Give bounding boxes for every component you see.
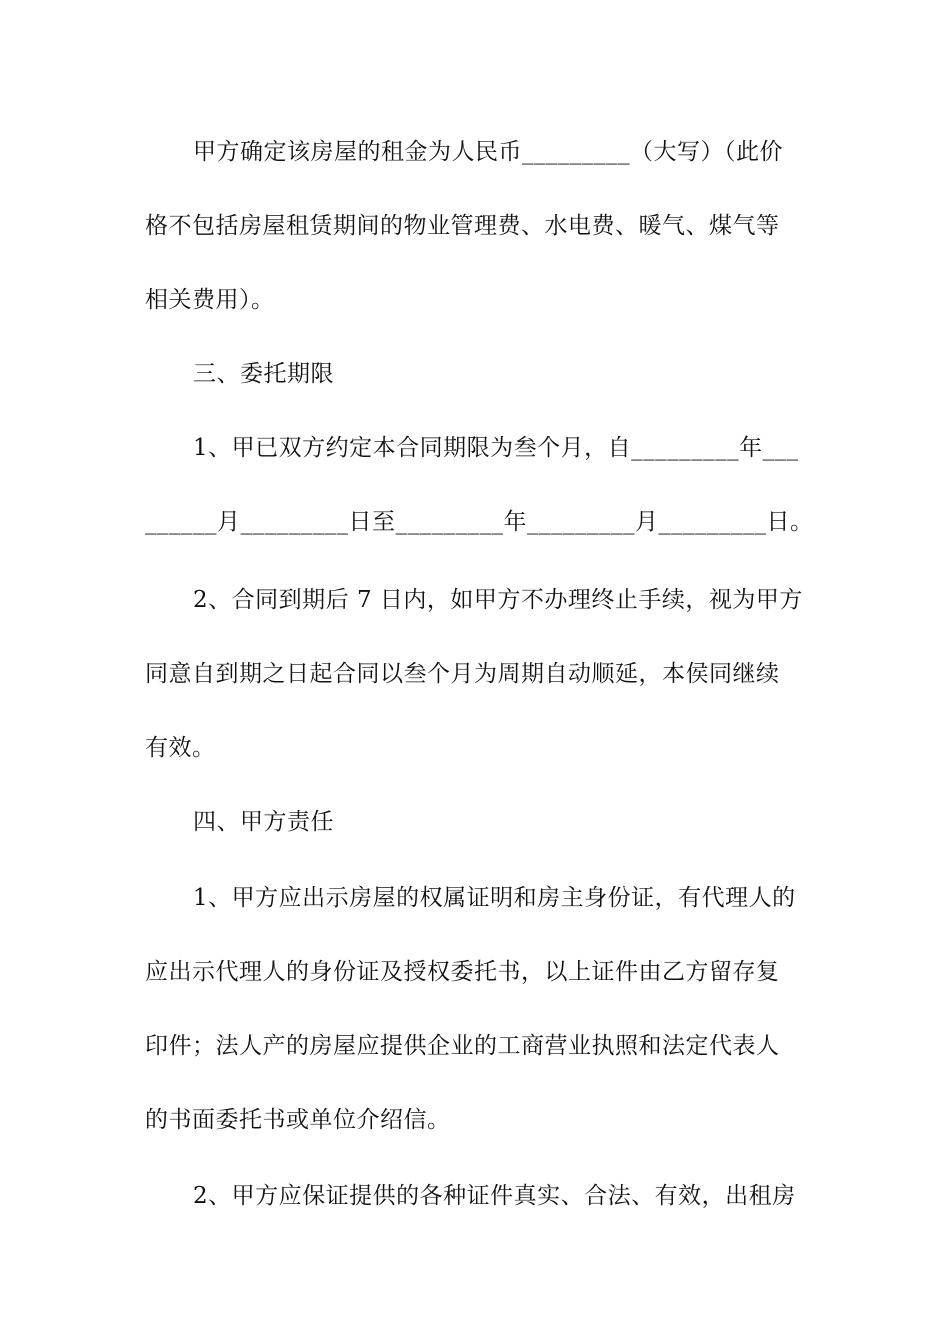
clause-duties-1-line-2: 应出示代理人的身份证及授权委托书，以上证件由乙方留存复 xyxy=(145,959,780,985)
clause-duties-1-line-1: 1、甲方应出示房屋的权属证明和房主身份证，有代理人的 xyxy=(193,885,796,911)
clause-term-2-line-1: 2、合同到期后 7 日内，如甲方不办理终止手续，视为甲方 xyxy=(193,587,803,613)
clause-term-1-line-2: ______月_________日至_________年_________月_________日。 xyxy=(145,509,814,535)
section-heading-party-a-duties: 四、甲方责任 xyxy=(193,809,334,835)
clause-term-2-line-3: 有效。 xyxy=(145,735,216,761)
paragraph-rent-line-3: 相关费用）。 xyxy=(145,287,275,313)
section-heading-term: 三、委托期限 xyxy=(193,361,334,387)
paragraph-rent-line-1: 甲方确定该房屋的租金为人民币_________（大写）（此价 xyxy=(193,139,783,165)
clause-duties-2-line-1: 2、甲方应保证提供的各种证件真实、合法、有效，出租房 xyxy=(193,1183,796,1209)
clause-term-2-line-2: 同意自到期之日起合同以叁个月为周期自动顺延，本侯同继续 xyxy=(145,661,780,687)
clause-duties-1-line-3: 印件；法人产的房屋应提供企业的工商营业执照和法定代表人 xyxy=(145,1033,780,1059)
clause-term-1-line-1: 1、甲已双方约定本合同期限为叁个月，自_________年___ xyxy=(193,435,799,461)
paragraph-rent-line-2: 格不包括房屋租赁期间的物业管理费、水电费、暖气、煤气等 xyxy=(145,213,780,239)
clause-duties-1-line-4: 的书面委托书或单位介绍信。 xyxy=(145,1107,451,1133)
